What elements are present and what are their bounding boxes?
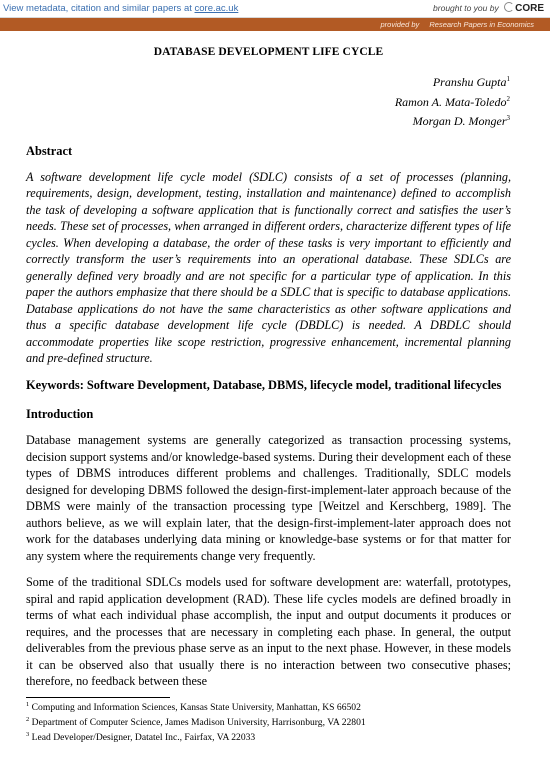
abstract-text: A software development life cycle model (SDLC) consists of a set of processes (planning, requirements, design, development, testing, installation and maintenance) defined to accomplish the task of developing a software application that is functionally correct and satisfies the user’s needs. These set of processes, when arranged in different orders, characterize different types of life cycles. When developing a database, the order of these tasks is very important to efficiently and correctly transform the user’s requirements into an operational database. These SDLCs are generally defined very broadly and are not specific for a particular type of application. In this paper the authors emphasize that there should be a SDLC that is specific to database applications. Database applications do not have the same characteristics as other software applications and thus a specific database development life cycle (DBDLC) is needed. A DBDLC should accommodate properties like scope restriction, progressive enhancement, incremental planning and pre-defined structure. <box>26 169 511 365</box>
paper-page <box>26 31 511 743</box>
core-header-bar <box>0 0 550 18</box>
brought-by-text: brought to you by <box>433 3 499 13</box>
metadata-text: View metadata, citation and similar papers at <box>3 3 192 14</box>
introduction-heading: Introduction <box>26 407 94 421</box>
footnote: $^3$ Lead Developer/Designer, Datatel Inc., Fairfax, VA 22033 <box>26 730 256 744</box>
core-logo-icon <box>504 2 514 12</box>
author: Ramon A. Mata-Toledo$^2$ <box>394 94 510 109</box>
core-metadata-notice <box>3 0 238 17</box>
core-link[interactable]: core.ac.uk <box>194 3 239 14</box>
footnote: $^2$ Department of Computer Science, James Madison University, Harrisonburg, VA 22801 <box>26 715 366 728</box>
provided-source-link[interactable]: Research Papers in Economics <box>429 20 534 29</box>
body-paragraph: Some of the traditional SDLCs models used for software development are: waterfall, prototypes, spiral and rapid application development (RAD). These life cycles models are defined broadly in terms of what each individual phase accomplish, the input and output documents it produces or requires, and the processes that are necessary in completing each phase. In general, the output deliverables from the previous phase serve as an input to the next phase. However, in these models it can be observed also that usually there is no interaction between two consecutive phases; therefore, no feedback between these <box>26 575 511 688</box>
keywords: Keywords: Software Development, Database, DBMS, lifecycle model, traditional lifecycles <box>26 377 502 392</box>
provided-prefix: provided by <box>380 20 420 29</box>
author: Pranshu Gupta$^1$ <box>432 75 510 89</box>
core-logo-text: CORE <box>515 3 544 14</box>
body-paragraph: Database management systems are generally categorized as transaction processing systems, decision support systems and/or knowledge-based systems. During their development each of these types of DBMS introduces different problems and challenges. Traditionally, SDLC models designed for developing DBMS followed the design-first-implement-later approach because of the DBMS were mainly of the transaction processing type [Weitzel and Kerschberg, 1989]. The authors believe, as we will explain later, that the design-first-implement-later approach does not work for the databases underlying data mining or knowledge-base systems or for that matter for any system where the requirements change very frequently. <box>26 433 511 563</box>
footnote: $^1$ Computing and Information Sciences, Kansas State University, Manhattan, KS 66502 <box>26 700 361 713</box>
author: Morgan D. Monger$^3$ <box>412 114 510 128</box>
paper-title: DATABASE DEVELOPMENT LIFE CYCLE <box>153 46 384 58</box>
footnote-divider <box>26 697 170 698</box>
author-list <box>26 71 511 130</box>
brought-by <box>433 0 544 17</box>
core-logo[interactable] <box>504 0 544 17</box>
provided-by-bar <box>0 18 550 31</box>
abstract-heading: Abstract <box>26 143 73 158</box>
